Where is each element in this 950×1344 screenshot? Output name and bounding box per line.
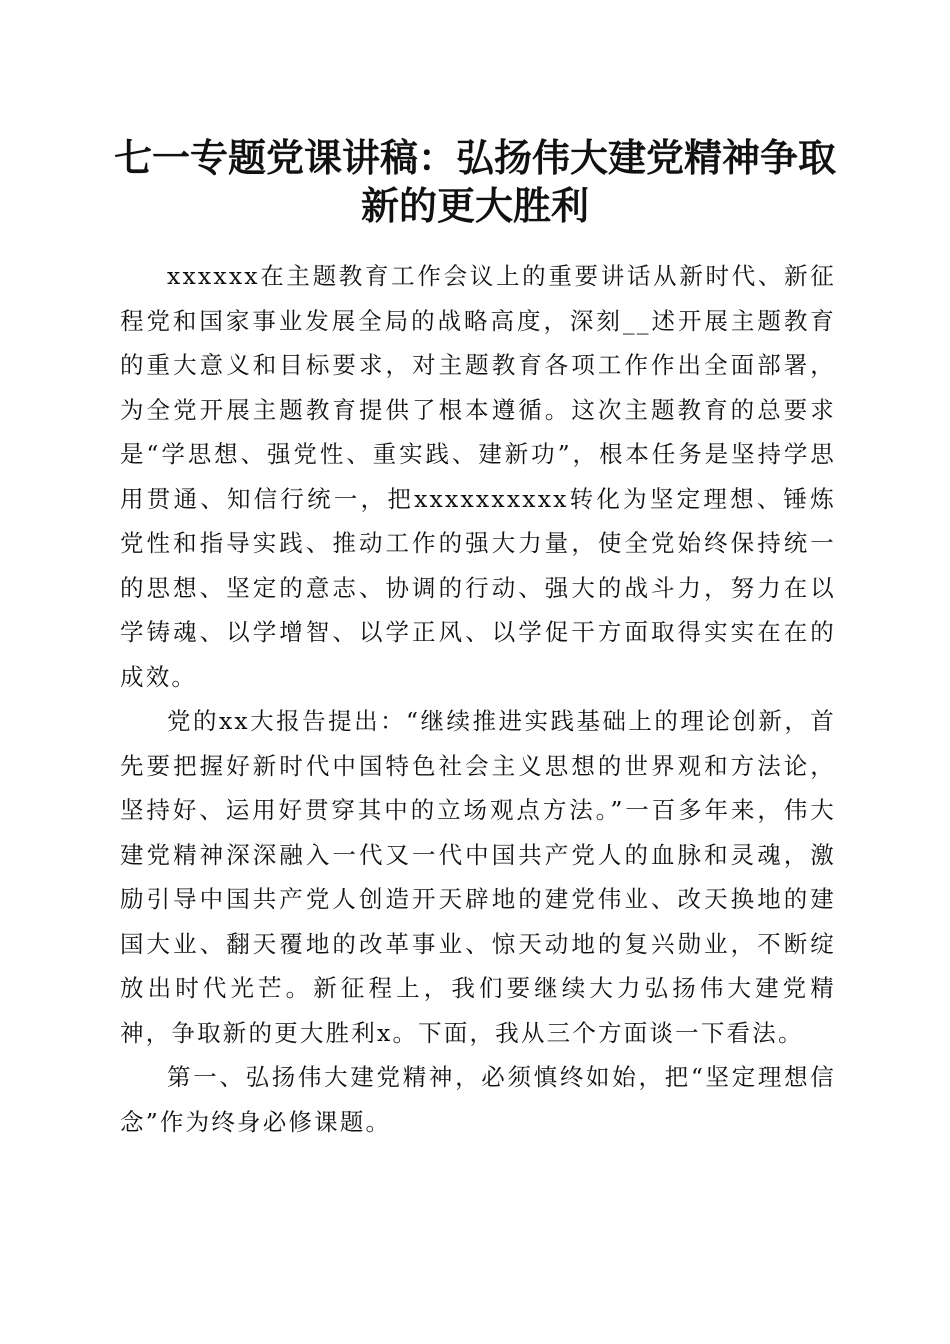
document-title: 七一专题党课讲稿：弘扬伟大建党精神争取新的更大胜利 — [113, 135, 836, 228]
section-heading-first: 第一、弘扬伟大建党精神，必须慎终如始，把“坚定理想信念”作为终身必修课题。 — [120, 1063, 836, 1136]
paragraph-report-quote: 党的xx大报告提出：“继续推进实践基础上的理论创新，首先要把握好新时代中国特色社会主义思想的世界观和方法论，坚持好、运用好贯穿其中的立场观点方法。”一百多年来，伟大建党精神深深融入一代又一代中国共产党人的血脉和灵魂，激励引导中国共产党人创造开天辟地的建党伟业、改天换地的建国大业、翻天覆地的改革事业、惊天动地的复兴勋业，不断绽放出时代光芒。新征程上，我们要继续大力弘扬伟大建党精神，争取新的更大胜利x。下面，我从三个方面谈一下看法。 — [120, 707, 836, 1047]
document-body — [120, 254, 836, 1144]
paragraph-intro: xxxxxx在主题教育工作会议上的重要讲话从新时代、新征程党和国家事业发展全局的战略高度，深刻__述开展主题教育的重大意义和目标要求，对主题教育各项工作作出全面部署，为全党开展主题教育提供了根本遵循。这次主题教育的总要求是“学思想、强党性、重实践、建新功”，根本任务是坚持学思用贯通、知信行统一，把xxxxxxxxxx转化为坚定理想、锤炼党性和指导实践、推动工作的强大力量，使全党始终保持统一的思想、坚定的意志、协调的行动、强大的战斗力，努力在以学铸魂、以学增智、以学正风、以学促干方面取得实实在在的成效。 — [120, 262, 836, 691]
